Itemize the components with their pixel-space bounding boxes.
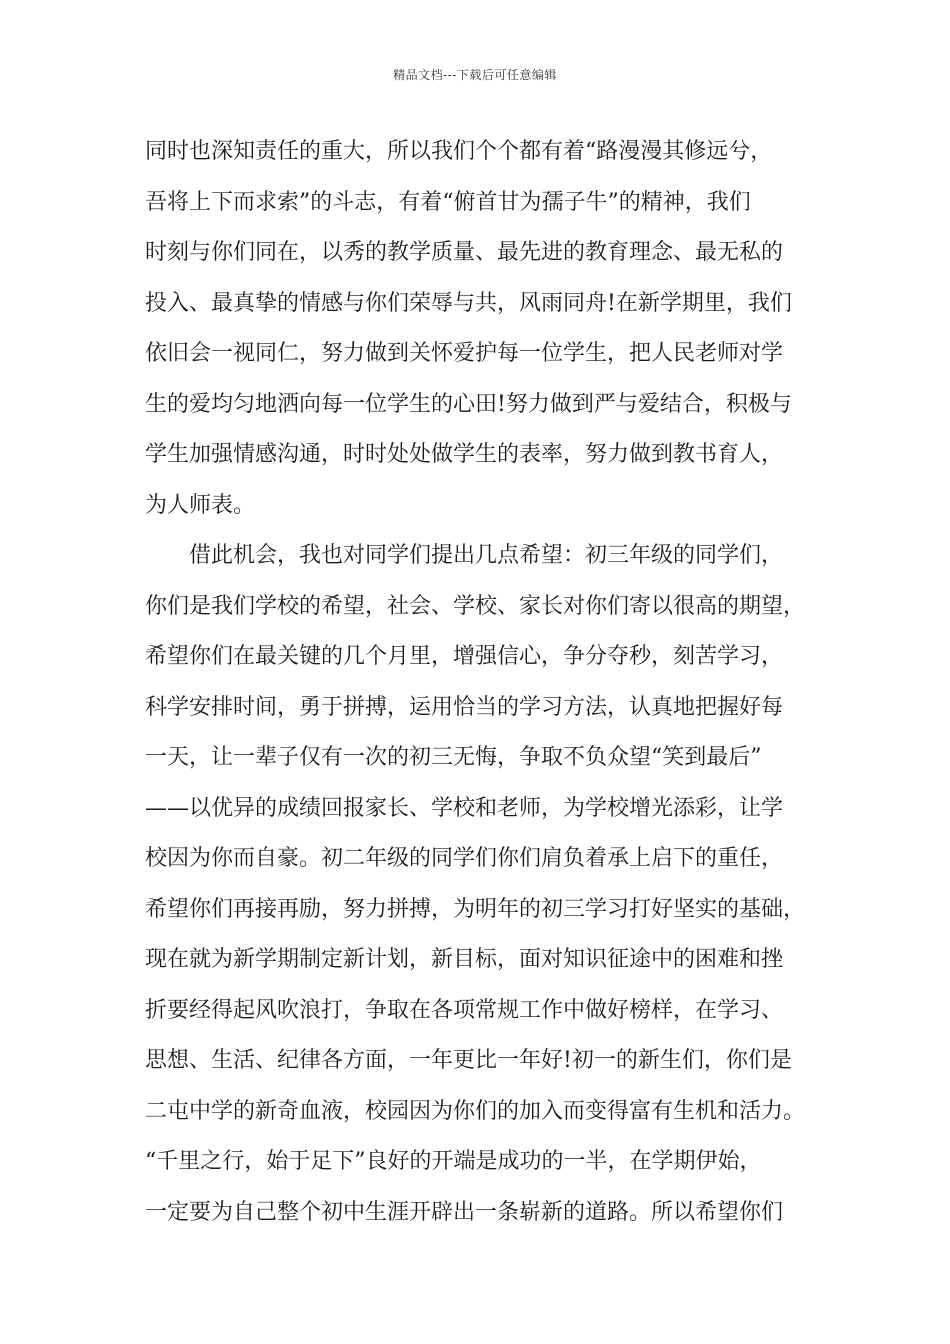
text-line: 校因为你而自豪。初二年级的同学们你们肩负着承上启下的重任， bbox=[145, 846, 784, 871]
text-line: 现在就为新学期制定新计划，新目标，面对知识征途中的困难和挫 bbox=[145, 947, 784, 972]
text-line: 投入、最真挚的情感与你们荣辱与共，风雨同舟!在新学期里，我们 bbox=[145, 290, 792, 316]
body-text bbox=[145, 127, 825, 1238]
text-line: 一天，让一辈子仅有一次的初三无悔，争取不负众望“笑到最后” bbox=[145, 745, 762, 770]
text-line: 为人师表。 bbox=[145, 492, 256, 518]
text-line: ——以优异的成绩回报家长、学校和老师，为学校增光添彩，让学 bbox=[145, 795, 784, 821]
text-line: 希望你们再接再励，努力拼搏，为明年的初三学习打好坚实的基础， bbox=[145, 896, 806, 922]
text-line: 依旧会一视同仁，努力做到关怀爱护每一位学生，把人民老师对学 bbox=[145, 341, 784, 366]
text-line: 吾将上下而求索”的斗志，有着“俯首甘为孺子牛”的精神，我们 bbox=[145, 189, 751, 215]
text-line: 思想、生活、纪律各方面，一年更比一年好!初一的新生们，你们是 bbox=[145, 1048, 792, 1073]
text-line: 时刻与你们同在，以秀的教学质量、最先进的教育理念、最无私的 bbox=[145, 240, 784, 265]
text-line: 你们是我们学校的希望，社会、学校、家长对你们寄以很高的期望， bbox=[145, 593, 806, 619]
text-line: 二屯中学的新奇血液，校园因为你们的加入而变得富有生机和活力。 bbox=[145, 1098, 806, 1124]
text-line: “千里之行，始于足下”良好的开端是成功的一半，在学期伊始， bbox=[145, 1149, 762, 1174]
page-header: 精品文档---下载后可任意编辑 bbox=[393, 68, 557, 82]
text-line: 同时也深知责任的重大，所以我们个个都有着“路漫漫其修远兮， bbox=[145, 139, 773, 164]
text-line: 学生加强情感沟通，时时处处做学生的表率，努力做到教书育人， bbox=[145, 442, 784, 467]
paragraph-start-line: 借此机会，我也对同学们提出几点希望：初三年级的同学们， bbox=[189, 543, 784, 568]
text-line: 希望你们在最关键的几个月里，增强信心，争分夺秒，刻苦学习， bbox=[145, 644, 784, 669]
text-line: 生的爱均匀地洒向每一位学生的心田!努力做到严与爱结合，积极与 bbox=[145, 391, 792, 417]
text-line: 一定要为自己整个初中生涯开辟出一条崭新的道路。所以希望你们 bbox=[145, 1199, 784, 1225]
text-line: 科学安排时间，勇于拼搏，运用恰当的学习方法，认真地把握好每 bbox=[145, 694, 784, 720]
text-line: 折要经得起风吹浪打，争取在各项常规工作中做好榜样，在学习、 bbox=[145, 997, 784, 1023]
